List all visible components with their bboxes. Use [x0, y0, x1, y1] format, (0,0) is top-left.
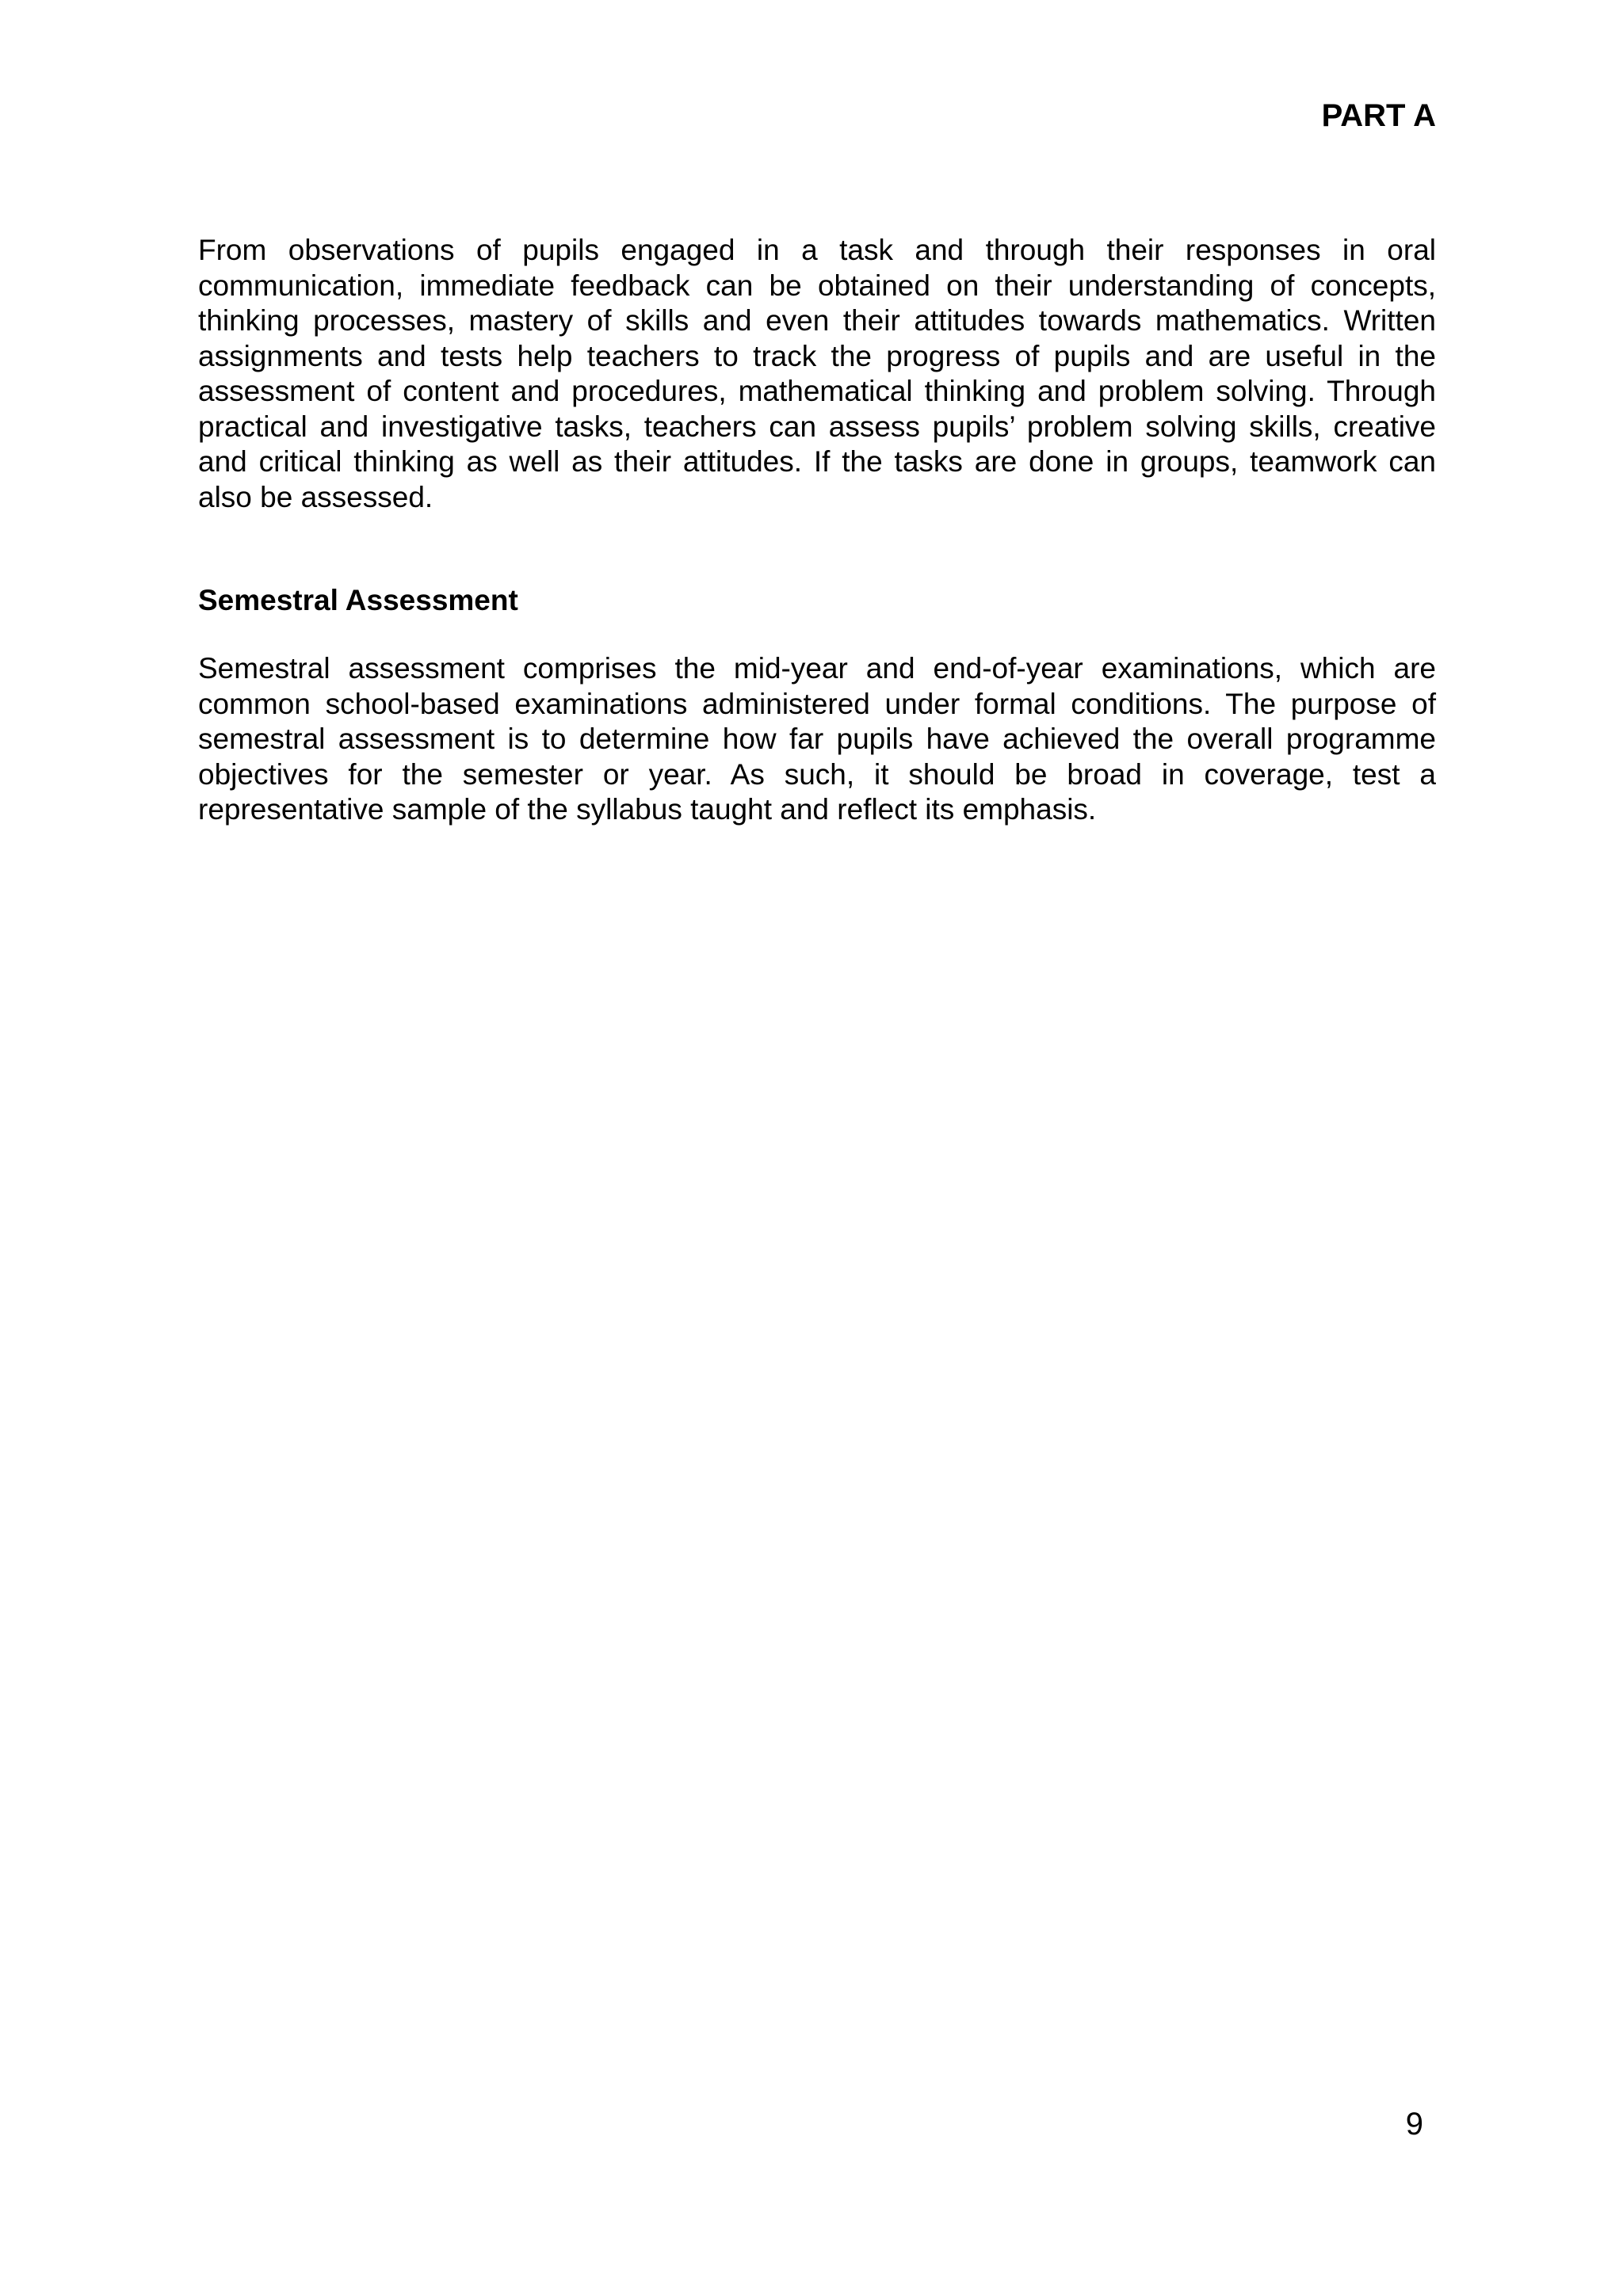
body-paragraph: From observations of pupils engaged in a task and through their responses in oral communication, immediate feedback can be obtained on their understanding of concepts, thinking processes, mastery of skills and even their attitudes towards mathematics. Written assignments and tests help teachers to track the progress of pupils and are useful in the assessment of content and procedures, mathematical thinking and problem solving. Through practical and investigative tasks, teachers can assess pupils’ problem solving skills, creative and critical thinking as well as their attitudes. If the tasks are done in groups, teamwork can also be assessed.	[198, 234, 1436, 513]
page-number: 9	[1405, 2107, 1423, 2142]
body-paragraph: Semestral assessment comprises the mid-year and end-of-year examinations, which are common school-based examinations administered under formal conditions. The purpose of semestral assessment is to determine how far pupils have achieved the overall programme objectives for the semester or year. As such, it should be broad in coverage, test a representative sample of the syllabus taught and reflect its emphasis.	[198, 652, 1436, 826]
section-heading: Semestral Assessment	[198, 584, 518, 616]
section-label: PART A	[1321, 98, 1436, 133]
